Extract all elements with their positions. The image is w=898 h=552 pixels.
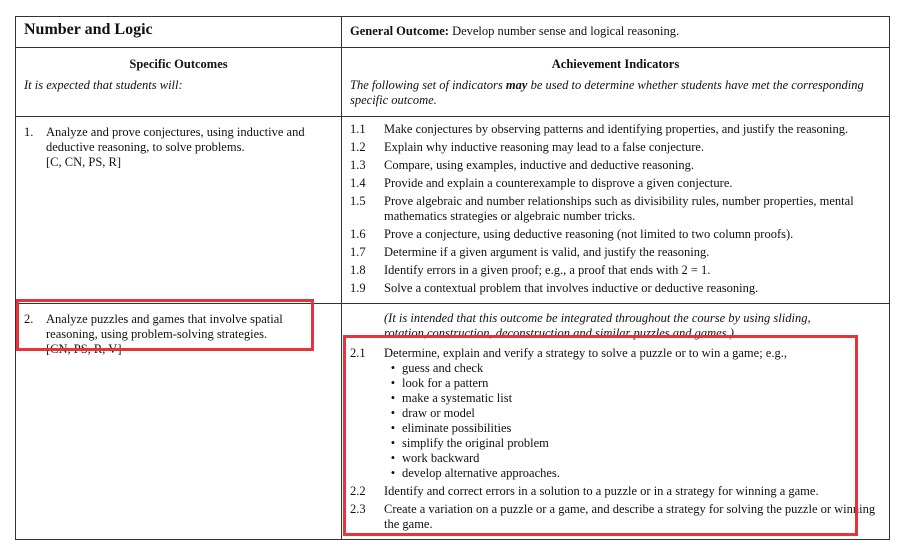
indicator-number: 1.3 (350, 158, 366, 172)
strategy-bullet-text: look for a pattern (402, 376, 489, 390)
achievement-indicators-intro (342, 78, 889, 108)
outcome-2-body (46, 312, 333, 357)
outcome-1-text: Analyze and prove conjectures, using inductive and deductive reasoning, to solve problems. (46, 125, 305, 154)
subheader-row (16, 48, 890, 117)
indicator-item (350, 263, 881, 278)
outcome-2 (16, 304, 341, 357)
strategy-bullet-text: eliminate possibilities (402, 421, 512, 435)
outcome-1-body (46, 125, 333, 170)
indicator-item (350, 502, 881, 532)
strategy-bullet (384, 421, 881, 436)
strategy-bullet (384, 391, 881, 406)
curriculum-table (15, 16, 890, 540)
strategy-bullet-text: work backward (402, 451, 480, 465)
indicator-number: 1.7 (350, 245, 366, 259)
indicator-text: Create a variation on a puzzle or a game, and describe a strategy for solving the puzzle or winning the game. (384, 502, 876, 531)
outcome-2-indicators (342, 304, 890, 540)
indicator-text (384, 346, 881, 481)
indicator-item (350, 484, 881, 499)
indicator-item (350, 140, 881, 155)
indicator-text: Identify errors in a given proof; e.g., a proof that ends with 2 = 1. (384, 263, 711, 277)
bullet-dot-icon: • (390, 376, 396, 390)
strategy-bullet (384, 451, 881, 466)
indicator-item (350, 122, 881, 137)
indicator-number: 2.3 (350, 502, 366, 516)
bullet-dot-icon: • (390, 391, 396, 405)
bullet-dot-icon: • (390, 451, 396, 465)
strategy-bullet-text: guess and check (402, 361, 484, 375)
general-outcome (342, 17, 889, 47)
outcome-1-codes: [C, CN, PS, R] (46, 155, 122, 169)
indicator-number: 2.2 (350, 484, 366, 498)
indicator-text: Make conjectures by observing patterns and identifying properties, and justify the reasoning. (384, 122, 849, 136)
strategy-bullet-text: make a systematic list (402, 391, 513, 405)
indicator-number: 1.5 (350, 194, 366, 208)
specific-outcomes-header (16, 48, 342, 117)
indicator-item (350, 245, 881, 260)
intro-post: be used to determine whether students have met the corresponding specific outcome. (350, 78, 864, 107)
strategy-bullet-text: develop alternative approaches. (402, 466, 560, 480)
bullet-dot-icon: • (390, 466, 396, 480)
strategy-bullet-text: draw or model (402, 406, 475, 420)
indicator-number: 1.6 (350, 227, 366, 241)
indicator-number: 1.9 (350, 281, 366, 295)
outcome-2-text: Analyze puzzles and games that involve spatial reasoning, using problem-solving strategies. (46, 312, 283, 341)
indicator-number: 1.4 (350, 176, 366, 190)
strategy-bullet (384, 376, 881, 391)
indicator-number: 1.2 (350, 140, 366, 154)
indicator-item (350, 194, 881, 224)
indicator-list-1 (342, 117, 889, 303)
strand-title: Number and Logic (24, 21, 153, 38)
strategy-bullet-text: simplify the original problem (402, 436, 549, 450)
strand-cell (16, 17, 342, 48)
specific-outcomes-intro: It is expected that students will: (24, 78, 183, 92)
general-outcome-text: Develop number sense and logical reasoning. (452, 24, 680, 38)
outcome-1-cell (16, 117, 342, 304)
bullet-dot-icon: • (390, 421, 396, 435)
bullet-dot-icon: • (390, 406, 396, 420)
indicator-2-1-text: Determine, explain and verify a strategy to solve a puzzle or to win a game; e.g., (384, 346, 787, 360)
achievement-indicators-header (342, 48, 890, 117)
indicator-number: 2.1 (350, 346, 366, 360)
outcome-1-number: 1. (24, 125, 34, 139)
indicator-text: Explain why inductive reasoning may lead to a false conjecture. (384, 140, 705, 154)
header-row (16, 17, 890, 48)
indicator-list-2 (342, 344, 889, 539)
intro-pre: The following set of indicators (350, 78, 506, 92)
specific-outcomes-title: Specific Outcomes (129, 57, 228, 71)
indicator-number: 1.1 (350, 122, 366, 136)
indicator-text: Prove a conjecture, using deductive reasoning (not limited to two column proofs). (384, 227, 794, 241)
outcome-row-1 (16, 117, 890, 304)
indicator-text: Identify and correct errors in a solution to a puzzle or in a strategy for winning a game. (384, 484, 819, 498)
outcome-2-note: (It is intended that this outcome be integrated throughout the course by using sliding, rotation,construction, deconstruction and similar puzzles and games.) (384, 311, 811, 340)
strategy-bullet (384, 361, 881, 376)
indicator-item (350, 281, 881, 296)
indicator-text: Provide and explain a counterexample to disprove a given conjecture. (384, 176, 733, 190)
outcome-row-2 (16, 304, 890, 540)
indicator-item (350, 176, 881, 191)
intro-emphasis: may (505, 78, 528, 92)
indicator-text: Compare, using examples, inductive and deductive reasoning. (384, 158, 694, 172)
strategy-bullet (384, 406, 881, 421)
outcome-2-number: 2. (24, 312, 34, 326)
indicator-item (350, 158, 881, 173)
indicator-item (350, 346, 881, 481)
indicator-number: 1.8 (350, 263, 366, 277)
achievement-indicators-title: Achievement Indicators (551, 57, 680, 71)
general-outcome-cell (342, 17, 890, 48)
outcome-1 (16, 117, 341, 170)
general-outcome-label: General Outcome: (350, 24, 449, 38)
indicator-item (350, 227, 881, 242)
indicator-text: Prove algebraic and number relationships such as divisibility rules, number properties, mental mathematics strategies or algebraic number tricks. (384, 194, 854, 223)
bullet-dot-icon: • (390, 361, 396, 375)
strategy-bullet (384, 466, 881, 481)
outcome-2-cell (16, 304, 342, 540)
outcome-2-codes: [CN, PS, R, V] (46, 342, 122, 356)
outcome-1-indicators (342, 117, 890, 304)
indicator-text: Determine if a given argument is valid, and justify the reasoning. (384, 245, 710, 259)
bullet-dot-icon: • (390, 436, 396, 450)
indicator-text: Solve a contextual problem that involves inductive or deductive reasoning. (384, 281, 759, 295)
strategy-bullet (384, 436, 881, 451)
strategy-bullet-list (384, 361, 881, 481)
